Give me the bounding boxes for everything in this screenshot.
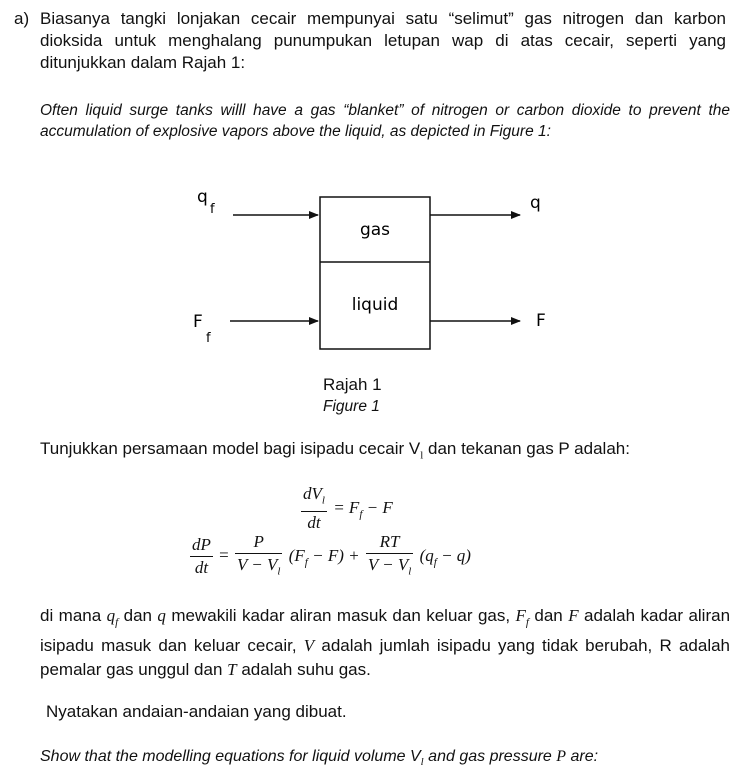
show-malay-text: Tunjukkan persamaan model bagi isipadu cecair $V_l$ dan tekanan gas P adalah: [40,439,630,462]
figure-caption-english: Figure 1 [323,398,380,415]
assumptions-prompt: Nyatakan andaian-andaian yang dibuat. [46,702,347,721]
figure-caption-malay: Rajah 1 [323,375,382,394]
label-qf-sub: f [210,202,215,217]
label-Ff-sub: f [206,331,211,346]
equation-gas-pressure: $\frac{dP}{dt}$ = $\frac{P}{V - V_l}$ $(F_f - F)$ + $\frac{RT}{V - V_l}$ $(q_f - q)$ [192,532,471,578]
label-q: q [530,193,541,213]
show-english-text: Show that the modelling equations for liquid volume $V_l$ and gas pressure P are: [40,748,599,769]
malay-intro-text: Biasanya tangki lonjakan cecair mempunyai satu “selimut” gas nitrogen dan karbon dioksida untuk menghalang punumpukan letupan wap di atas cecair, seperti yang ditunjukkan dalam Rajah 1: [40,9,726,72]
surge-tank-figure [0,175,738,375]
label-Ff: F [193,312,203,332]
gas-label: gas [359,220,391,240]
question-part-a [14,8,726,74]
label-F: F [536,311,546,331]
variable-definitions: di mana $q_f$ dan q mewakili kadar aliran masuk dan keluar gas, $F_f$ dan F adalah kadar aliran isipadu masuk dan keluar cecair, V adalah jumlah isipadu yang tidak berubah, R adalah pemalar gas unggul dan T adalah suhu gas. [40,606,731,680]
label-qf: q [197,187,208,207]
equation-liquid-volume: $\frac{dV_l}{dt}$ = $F_f - F$ [303,484,393,533]
part-label: a) [14,9,30,28]
liquid-label: liquid [351,295,399,315]
english-intro-text: Often liquid surge tanks willl have a gas “blanket” of nitrogen or carbon dioxide to prevent the accumulation of explosive vapors above the liquid, as depicted in Figure 1: [40,102,730,140]
